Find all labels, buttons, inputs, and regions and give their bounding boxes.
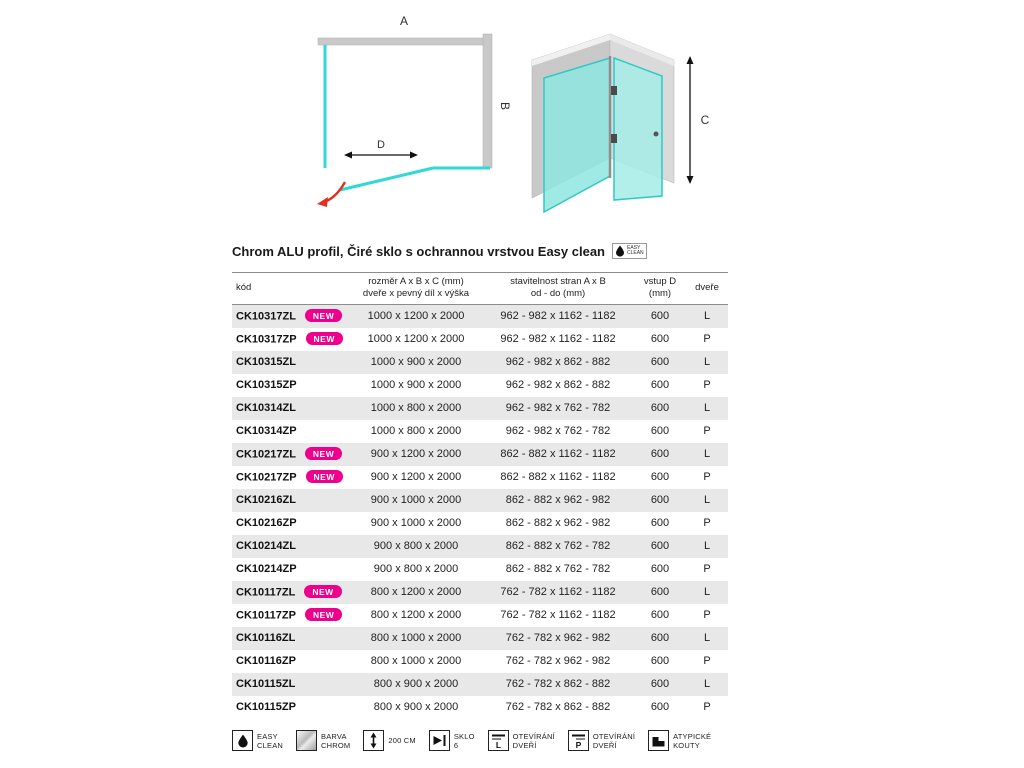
- dim-b-label: B: [498, 101, 512, 111]
- door-cell: L: [703, 494, 711, 507]
- table-header: [232, 273, 728, 305]
- dimension-cell: 900 x 1000 x 2000: [370, 517, 462, 530]
- code-cell: [232, 397, 350, 420]
- table-row: [232, 604, 728, 627]
- product-code: CK10216ZL: [236, 494, 296, 507]
- adjust-cell: 862 - 882 x 762 - 782: [505, 563, 611, 576]
- legend-label: ATYPICKÉ KOUTY: [673, 731, 712, 750]
- door-cell: L: [703, 540, 711, 553]
- door-cell: L: [703, 448, 711, 461]
- legend-item-door-opening-left: [488, 730, 555, 751]
- entry-cell: 600: [650, 563, 670, 576]
- dimension-cell: 1000 x 1200 x 2000: [367, 333, 465, 346]
- dim-c-arrow: [687, 56, 710, 184]
- page-title: Chrom ALU profil, Čiré sklo s ochrannou vrstvou Easy clean: [232, 243, 605, 259]
- legend-item-color-chrome: [296, 730, 350, 751]
- door-swing-arrow: [317, 182, 345, 207]
- door-cell: P: [703, 471, 711, 484]
- dim-d-arrow: [344, 139, 418, 159]
- table-row: [232, 627, 728, 650]
- easy-clean-badge-text: EASY CLEAN: [627, 244, 644, 256]
- wall-top: [318, 38, 490, 45]
- table-row: [232, 696, 728, 719]
- new-badge: NEW: [305, 608, 342, 621]
- product-code: CK10214ZL: [236, 540, 296, 553]
- entry-cell: 600: [650, 402, 670, 415]
- product-code: CK10314ZL: [236, 402, 296, 415]
- height-arrow-icon: [363, 730, 384, 751]
- glass-fixed-panel-3d: [544, 58, 610, 212]
- code-cell: [232, 420, 350, 443]
- adjust-cell: 862 - 882 x 762 - 782: [505, 540, 611, 553]
- product-code: CK10116ZL: [236, 632, 296, 645]
- code-cell: [232, 466, 350, 489]
- door-cell: P: [703, 701, 711, 714]
- door-cell: P: [703, 379, 711, 392]
- entry-cell: 600: [650, 517, 670, 530]
- entry-cell: 600: [650, 586, 670, 599]
- drop-icon: [615, 245, 625, 257]
- door-cell: P: [703, 333, 711, 346]
- dimension-cell: 900 x 1000 x 2000: [370, 494, 462, 507]
- door-opening-right-icon: [568, 730, 589, 751]
- entry-cell: 600: [650, 609, 670, 622]
- code-cell: [232, 489, 350, 512]
- wall-right: [483, 34, 492, 168]
- product-code: CK10217ZL: [236, 448, 296, 461]
- product-code: CK10314ZP: [236, 425, 297, 438]
- dim-d-label: D: [377, 139, 385, 151]
- entry-cell: 600: [650, 379, 670, 392]
- adjust-cell: 862 - 882 x 1162 - 1182: [500, 471, 616, 484]
- door-cell: L: [703, 310, 711, 323]
- door-cell: P: [703, 425, 711, 438]
- new-badge: NEW: [305, 447, 342, 460]
- adjust-cell: 762 - 782 x 962 - 982: [505, 632, 611, 645]
- entry-cell: 600: [650, 632, 670, 645]
- entry-cell: 600: [650, 333, 670, 346]
- legend-label: 200 CM: [388, 736, 416, 745]
- adjust-cell: 762 - 782 x 862 - 882: [505, 701, 611, 714]
- adjust-cell: 962 - 982 x 762 - 782: [505, 425, 611, 438]
- easy-clean-icon: [232, 730, 253, 751]
- legend-item-door-opening-right: [568, 730, 635, 751]
- adjust-cell: 862 - 882 x 1162 - 1182: [500, 448, 616, 461]
- adjust-cell: 962 - 982 x 862 - 882: [505, 356, 611, 369]
- table-row: [232, 512, 728, 535]
- spec-table: [232, 272, 728, 719]
- entry-cell: 600: [650, 425, 670, 438]
- entry-cell: 600: [650, 701, 670, 714]
- dimension-cell: 1000 x 800 x 2000: [370, 425, 462, 438]
- product-code: CK10116ZP: [236, 655, 296, 668]
- legend-label: BARVA CHROM: [321, 731, 351, 750]
- product-code: CK10317ZL: [236, 310, 296, 323]
- dimension-cell: 900 x 800 x 2000: [373, 540, 459, 553]
- entry-cell: 600: [650, 356, 670, 369]
- legend-item-atypical-corners: [648, 730, 711, 751]
- code-cell: [232, 443, 350, 466]
- product-code: CK10115ZL: [236, 678, 296, 691]
- dim-a-label: A: [399, 14, 409, 28]
- dimension-cell: 800 x 900 x 2000: [373, 678, 459, 691]
- door-handle: [654, 132, 659, 137]
- dimension-cell: 1000 x 1200 x 2000: [367, 310, 465, 323]
- glass-door-open: [340, 168, 433, 190]
- code-cell: [232, 328, 350, 351]
- door-cell: P: [703, 655, 711, 668]
- door-cell: P: [703, 609, 711, 622]
- dimension-cell: 900 x 1200 x 2000: [370, 448, 462, 461]
- product-code: CK10315ZL: [236, 356, 296, 369]
- adjust-cell: 962 - 982 x 1162 - 1182: [500, 333, 616, 346]
- dimension-cell: 1000 x 800 x 2000: [370, 402, 462, 415]
- svg-text:P: P: [575, 740, 582, 750]
- new-badge: NEW: [305, 309, 342, 322]
- code-cell: [232, 304, 350, 328]
- adjust-cell: 762 - 782 x 962 - 982: [505, 655, 611, 668]
- new-badge: NEW: [304, 585, 341, 598]
- product-code: CK10315ZP: [236, 379, 297, 392]
- dimension-cell: 800 x 1200 x 2000: [370, 586, 462, 599]
- door-cell: L: [703, 678, 711, 691]
- code-cell: [232, 535, 350, 558]
- header-dimensions: rozměr A x B x C (mm) dveře x pevný díl x výška: [350, 273, 482, 305]
- entry-cell: 600: [650, 471, 670, 484]
- table-row: [232, 304, 728, 328]
- door-cell: L: [703, 402, 711, 415]
- adjust-cell: 962 - 982 x 862 - 882: [505, 379, 611, 392]
- table-row: [232, 535, 728, 558]
- easy-clean-title-badge: [612, 243, 647, 259]
- adjust-cell: 962 - 982 x 762 - 782: [505, 402, 611, 415]
- table-row: [232, 466, 728, 489]
- dimension-cell: 1000 x 900 x 2000: [370, 356, 462, 369]
- table-row: [232, 443, 728, 466]
- table-row: [232, 328, 728, 351]
- code-cell: [232, 627, 350, 650]
- adjust-cell: 862 - 882 x 962 - 982: [505, 517, 611, 530]
- table-row: [232, 673, 728, 696]
- code-cell: [232, 696, 350, 719]
- product-code: CK10216ZP: [236, 517, 297, 530]
- code-cell: [232, 558, 350, 581]
- door-cell: P: [703, 517, 711, 530]
- product-code: CK10117ZP: [236, 609, 296, 622]
- table-row: [232, 374, 728, 397]
- dim-c-label: C: [700, 113, 710, 127]
- legend-label: SKLO 6: [453, 731, 475, 750]
- code-cell: [232, 581, 350, 604]
- dimension-cell: 800 x 900 x 2000: [373, 701, 459, 714]
- legend-item-easy-clean: [232, 730, 283, 751]
- table-row: [232, 420, 728, 443]
- legend-label: OTEVÍRÁNÍ DVEŘÍ: [512, 731, 555, 750]
- entry-cell: 600: [650, 678, 670, 691]
- dimension-cell: 800 x 1200 x 2000: [370, 609, 462, 622]
- door-hinge-bottom: [611, 134, 617, 143]
- code-cell: [232, 673, 350, 696]
- adjust-cell: 762 - 782 x 1162 - 1182: [500, 586, 616, 599]
- table-row: [232, 650, 728, 673]
- svg-text:L: L: [495, 740, 501, 750]
- product-code: CK10115ZP: [236, 701, 296, 714]
- door-cell: L: [703, 356, 711, 369]
- code-cell: [232, 351, 350, 374]
- entry-cell: 600: [650, 494, 670, 507]
- entry-cell: 600: [650, 448, 670, 461]
- title-row: [232, 243, 728, 259]
- table-row: [232, 558, 728, 581]
- legend-item-glass-6: [429, 730, 475, 751]
- dimension-cell: 900 x 800 x 2000: [373, 563, 459, 576]
- adjust-cell: 762 - 782 x 1162 - 1182: [500, 609, 616, 622]
- top-view-diagram: [300, 12, 512, 217]
- dimension-cell: 900 x 1200 x 2000: [370, 471, 462, 484]
- entry-cell: 600: [650, 310, 670, 323]
- adjust-cell: 962 - 982 x 1162 - 1182: [500, 310, 616, 323]
- door-cell: P: [703, 563, 711, 576]
- door-opening-left-icon: [488, 730, 509, 751]
- product-code: CK10214ZP: [236, 563, 297, 576]
- code-cell: [232, 650, 350, 673]
- atypical-corner-icon: [648, 730, 669, 751]
- adjust-cell: 862 - 882 x 962 - 982: [505, 494, 611, 507]
- header-entry: vstup D (mm): [634, 273, 686, 305]
- new-badge: NEW: [306, 332, 343, 345]
- code-cell: [232, 374, 350, 397]
- table-row: [232, 489, 728, 512]
- product-code: CK10217ZP: [236, 471, 297, 484]
- glass-thickness-icon: [429, 730, 450, 751]
- door-cell: L: [703, 586, 711, 599]
- adjust-cell: 762 - 782 x 862 - 882: [505, 678, 611, 691]
- chrome-color-swatch-icon: [296, 730, 317, 751]
- product-code: CK10117ZL: [236, 586, 296, 599]
- code-cell: [232, 512, 350, 535]
- entry-cell: 600: [650, 540, 670, 553]
- dimension-cell: 800 x 1000 x 2000: [370, 632, 462, 645]
- header-door: dveře: [686, 273, 728, 305]
- door-cell: L: [703, 632, 711, 645]
- header-adjustability: stavitelnost stran A x B od - do (mm): [482, 273, 634, 305]
- product-code: CK10317ZP: [236, 333, 297, 346]
- dimension-cell: 1000 x 900 x 2000: [370, 379, 462, 392]
- glass-door-3d: [614, 58, 662, 200]
- new-badge: NEW: [306, 470, 343, 483]
- table-body: [232, 304, 728, 719]
- table-row: [232, 351, 728, 374]
- door-hinge-top: [611, 86, 617, 95]
- table-row: [232, 581, 728, 604]
- isometric-diagram: [522, 18, 717, 218]
- table-row: [232, 397, 728, 420]
- dimension-cell: 800 x 1000 x 2000: [370, 655, 462, 668]
- legend-item-height-200: [363, 730, 415, 751]
- legend: [232, 730, 728, 751]
- header-code: kód: [232, 273, 350, 305]
- legend-label: EASY CLEAN: [257, 731, 284, 750]
- code-cell: [232, 604, 350, 627]
- legend-label: OTEVÍRÁNÍ DVEŘÍ: [592, 731, 636, 750]
- entry-cell: 600: [650, 655, 670, 668]
